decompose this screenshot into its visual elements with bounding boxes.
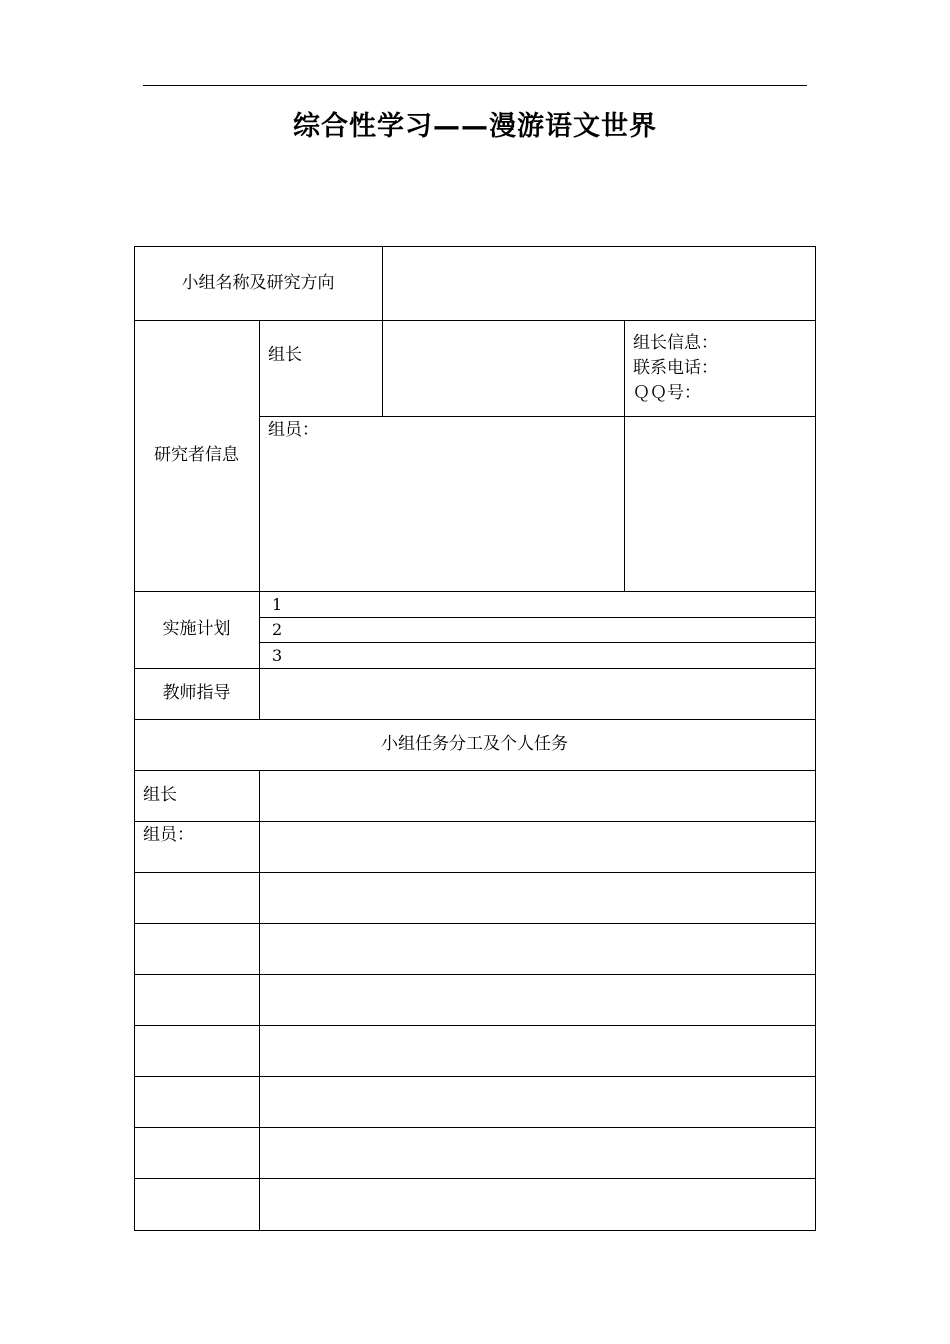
task-row-label[interactable]	[134, 872, 259, 923]
teacher-guidance-label: 教师指导	[162, 683, 231, 703]
task-row-value[interactable]	[259, 770, 815, 821]
members-label: 组员：	[268, 420, 319, 440]
task-row-label[interactable]	[134, 1178, 259, 1230]
task-row-value[interactable]	[259, 1025, 815, 1076]
task-row-leader-label: 组长	[143, 785, 177, 805]
task-row-label[interactable]	[134, 1025, 259, 1076]
contact-phone-line: 联系电话：	[633, 358, 718, 378]
group-name-label: 小组名称及研究方向	[181, 272, 335, 293]
task-division-header: 小组任务分工及个人任务	[381, 734, 568, 754]
members-notes-value[interactable]	[624, 416, 815, 591]
page-title: 综合性学习——漫游语文世界	[293, 111, 657, 142]
leader-info-block	[624, 331, 815, 411]
plan-label: 实施计划	[162, 619, 231, 639]
task-row-value[interactable]	[259, 872, 815, 923]
leader-info-line: 组长信息：	[633, 333, 718, 353]
task-row-value[interactable]	[259, 821, 815, 872]
researcher-info-label: 研究者信息	[154, 445, 239, 465]
header-rule	[143, 85, 807, 86]
task-row-value[interactable]	[259, 923, 815, 974]
table-line	[815, 246, 816, 1230]
plan-item-2[interactable]: 2	[272, 620, 283, 639]
task-row-label[interactable]	[134, 1076, 259, 1127]
group-name-value[interactable]	[382, 246, 815, 320]
plan-item-1[interactable]: 1	[272, 595, 283, 614]
task-row-members-label: 组员：	[143, 825, 194, 845]
table-line	[134, 1230, 816, 1231]
leader-label: 组长	[268, 345, 302, 365]
qq-number-line: ＱＱ号：	[633, 383, 701, 403]
task-row-label[interactable]	[134, 1127, 259, 1178]
teacher-guidance-value[interactable]	[259, 668, 815, 719]
task-row-value[interactable]	[259, 1178, 815, 1230]
task-row-label[interactable]	[134, 974, 259, 1025]
task-row-value[interactable]	[259, 974, 815, 1025]
plan-item-3[interactable]: 3	[272, 646, 283, 665]
task-row-value[interactable]	[259, 1127, 815, 1178]
leader-name-value[interactable]	[382, 320, 624, 416]
task-row-label[interactable]	[134, 923, 259, 974]
task-row-value[interactable]	[259, 1076, 815, 1127]
